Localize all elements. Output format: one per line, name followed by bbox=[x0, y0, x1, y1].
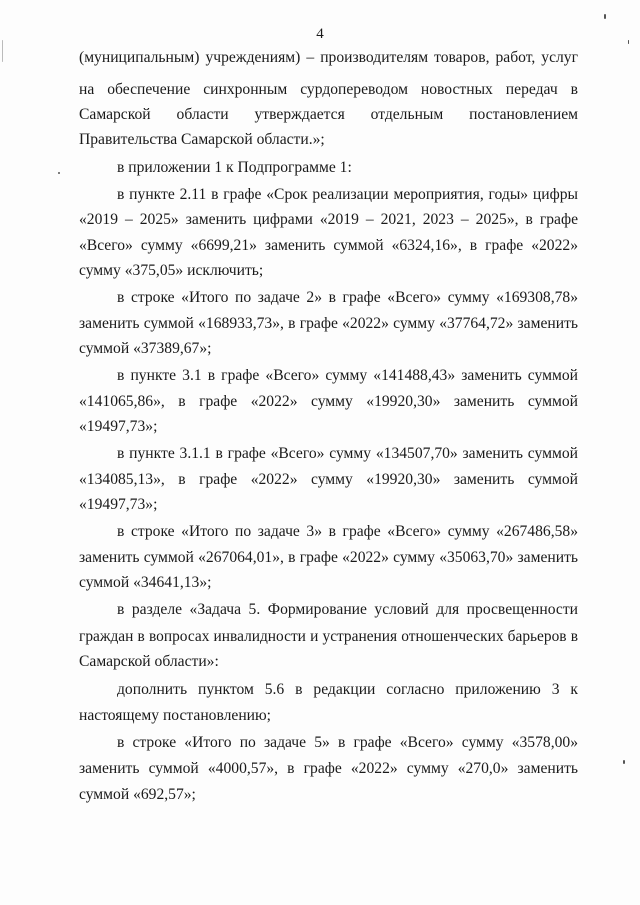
text-line: «134085,13», в графе «2022» сумму «19920,30» заменить суммой bbox=[79, 471, 578, 488]
text-line: «19497,73»; bbox=[79, 496, 158, 513]
text-line: «19497,73»; bbox=[79, 418, 158, 435]
text-line: настоящему постановлению; bbox=[79, 707, 272, 724]
text-line: (муниципальным) учреждениям) – производителям товаров, работ, услуг bbox=[79, 49, 578, 66]
text-line: в пункте 3.1.1 в графе «Всего» сумму «134507,70» заменить суммой bbox=[117, 445, 578, 462]
scan-speck bbox=[623, 760, 625, 764]
text-line: на обеспечение синхронным сурдопереводом новостных передач в bbox=[79, 81, 578, 98]
text-line: суммой «34641,13»; bbox=[79, 574, 212, 591]
text-line: в приложении 1 к Подпрограмме 1: bbox=[117, 159, 352, 176]
scan-speck bbox=[604, 14, 606, 19]
scan-speck bbox=[628, 40, 629, 44]
scan-edge bbox=[2, 40, 3, 62]
text-line: в пункте 3.1 в графе «Всего» сумму «141488,43» заменить суммой bbox=[117, 367, 578, 384]
text-line: «Всего» сумму «6699,21» заменить суммой «6324,16», в графе «2022» bbox=[79, 237, 578, 254]
text-line: «141065,86», в графе «2022» сумму «19920,30» заменить суммой bbox=[79, 393, 578, 410]
text-line: суммой «692,57»; bbox=[79, 786, 196, 803]
text-line: в строке «Итого по задаче 2» в графе «Всего» сумму «169308,78» bbox=[117, 289, 578, 306]
text-line: Самарской области утверждается отдельным постановлением bbox=[79, 106, 578, 123]
scan-speck bbox=[58, 172, 60, 174]
page-number: 4 bbox=[316, 26, 324, 42]
text-line: Самарской области»: bbox=[79, 653, 219, 670]
text-line: сумму «375,05» исключить; bbox=[79, 262, 264, 279]
text-line: «2019 – 2025» заменить цифрами «2019 – 2021, 2023 – 2025», в графе bbox=[79, 211, 578, 228]
text-line: граждан в вопросах инвалидности и устранения отношенческих барьеров в bbox=[79, 628, 578, 645]
text-line: в строке «Итого по задаче 3» в графе «Всего» сумму «267486,58» bbox=[117, 523, 578, 540]
text-line: в пункте 2.11 в графе «Срок реализации мероприятия, годы» цифры bbox=[117, 186, 578, 203]
text-line: заменить суммой «267064,01», в графе «2022» сумму «35063,70» заменить bbox=[79, 549, 578, 566]
text-line: заменить суммой «4000,57», в графе «2022» сумму «270,0» заменить bbox=[79, 760, 578, 777]
text-line: в строке «Итого по задаче 5» в графе «Всего» сумму «3578,00» bbox=[117, 734, 578, 751]
text-line: дополнить пунктом 5.6 в редакции согласно приложению 3 к bbox=[117, 681, 578, 698]
text-line: в разделе «Задача 5. Формирование условий для просвещенности bbox=[117, 601, 578, 618]
text-line: Правительства Самарской области.»; bbox=[79, 131, 325, 148]
text-line: заменить суммой «168933,73», в графе «2022» сумму «37764,72» заменить bbox=[79, 315, 578, 332]
text-line: суммой «37389,67»; bbox=[79, 340, 212, 357]
